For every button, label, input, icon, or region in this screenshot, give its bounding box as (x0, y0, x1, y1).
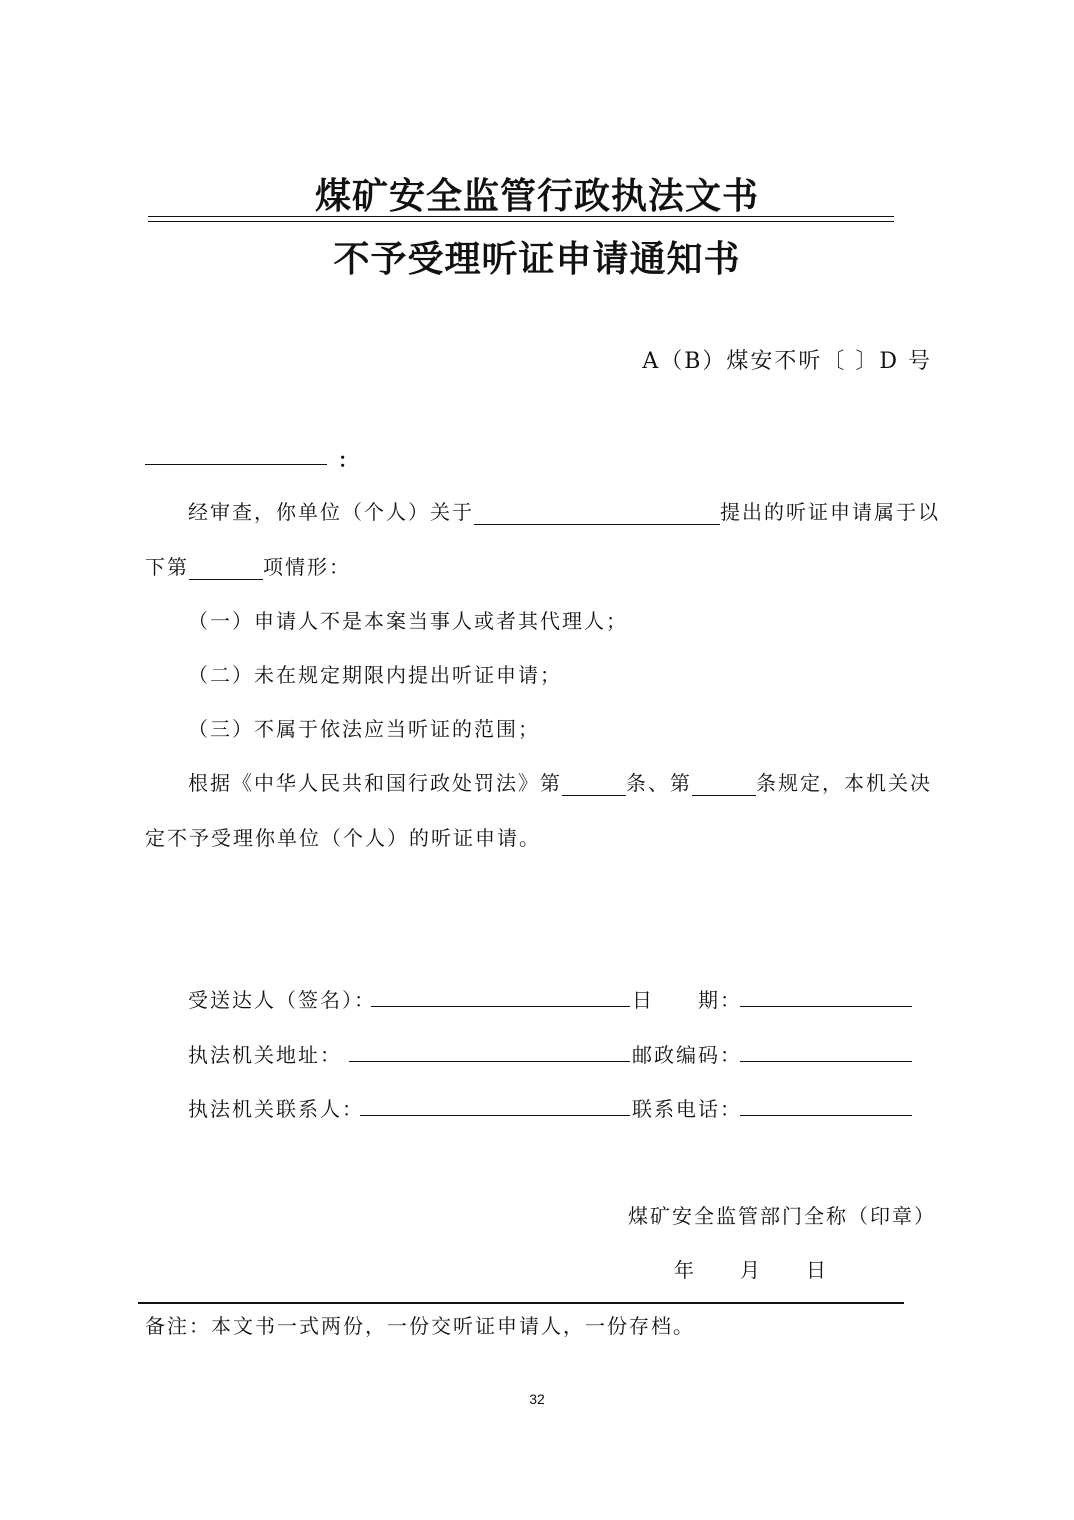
document-title: 不予受理听证申请通知书 (333, 239, 741, 280)
remark-note: 备注：本文书一式两份，一份交听证申请人，一份存档。 (145, 1314, 695, 1338)
contact-blank[interactable] (360, 1115, 630, 1116)
phone-label: 联系电话： (632, 1097, 742, 1121)
para1-line1 (188, 496, 940, 525)
contact-label: 执法机关联系人： (188, 1097, 364, 1121)
addressee-colon: ： (338, 448, 360, 472)
para2-line1 (188, 767, 932, 796)
para2-text-a: 根据《中华人民共和国行政处罚法》第 (188, 771, 562, 795)
date-label: 日 期： (632, 988, 742, 1012)
postcode-blank[interactable] (740, 1061, 912, 1062)
article-blank-1[interactable] (562, 773, 626, 796)
para1-text-b: 提出的听证申请属于以 (720, 500, 940, 524)
title-rule-top (148, 216, 894, 217)
date-blank[interactable] (740, 1006, 912, 1007)
item-2: （二）未在规定期限内提出听证申请； (188, 663, 562, 687)
item-number-blank[interactable] (189, 557, 263, 580)
page-number: 32 (529, 1391, 545, 1407)
addressee-blank[interactable] (145, 464, 327, 465)
para2-line2: 定不予受理你单位（个人）的听证申请。 (145, 826, 541, 850)
document-category-title: 煤矿安全监管行政执法文书 (314, 176, 759, 217)
postcode-label: 邮政编码： (632, 1043, 742, 1067)
article-blank-2[interactable] (692, 773, 756, 796)
subject-blank[interactable] (474, 502, 720, 525)
para1-line2-text-a: 下第 (145, 555, 189, 579)
item-1: （一）申请人不是本案当事人或者其代理人； (188, 609, 628, 633)
para2-text-b: 条、第 (626, 771, 692, 795)
address-blank[interactable] (349, 1061, 630, 1062)
title-rule-bottom (148, 221, 894, 222)
issue-date: 年 月 日 (674, 1258, 828, 1282)
recipient-label: 受送达人（签名）： (188, 988, 376, 1012)
para2-text-c: 条规定，本机关决 (756, 771, 932, 795)
para1-line2 (145, 551, 351, 580)
para1-line2-text-b: 项情形： (263, 555, 351, 579)
issuing-authority: 煤矿安全监管部门全称（印章） (628, 1204, 936, 1228)
para1-text-a: 经审查，你单位（个人）关于 (188, 500, 474, 524)
footer-rule (138, 1302, 904, 1304)
document-number: A（B）煤安不听〔 〕D 号 (642, 349, 932, 374)
item-3: （三）不属于依法应当听证的范围； (188, 717, 540, 741)
address-label: 执法机关地址： (188, 1043, 342, 1067)
recipient-signature-blank[interactable] (371, 1006, 630, 1007)
phone-blank[interactable] (740, 1115, 912, 1116)
